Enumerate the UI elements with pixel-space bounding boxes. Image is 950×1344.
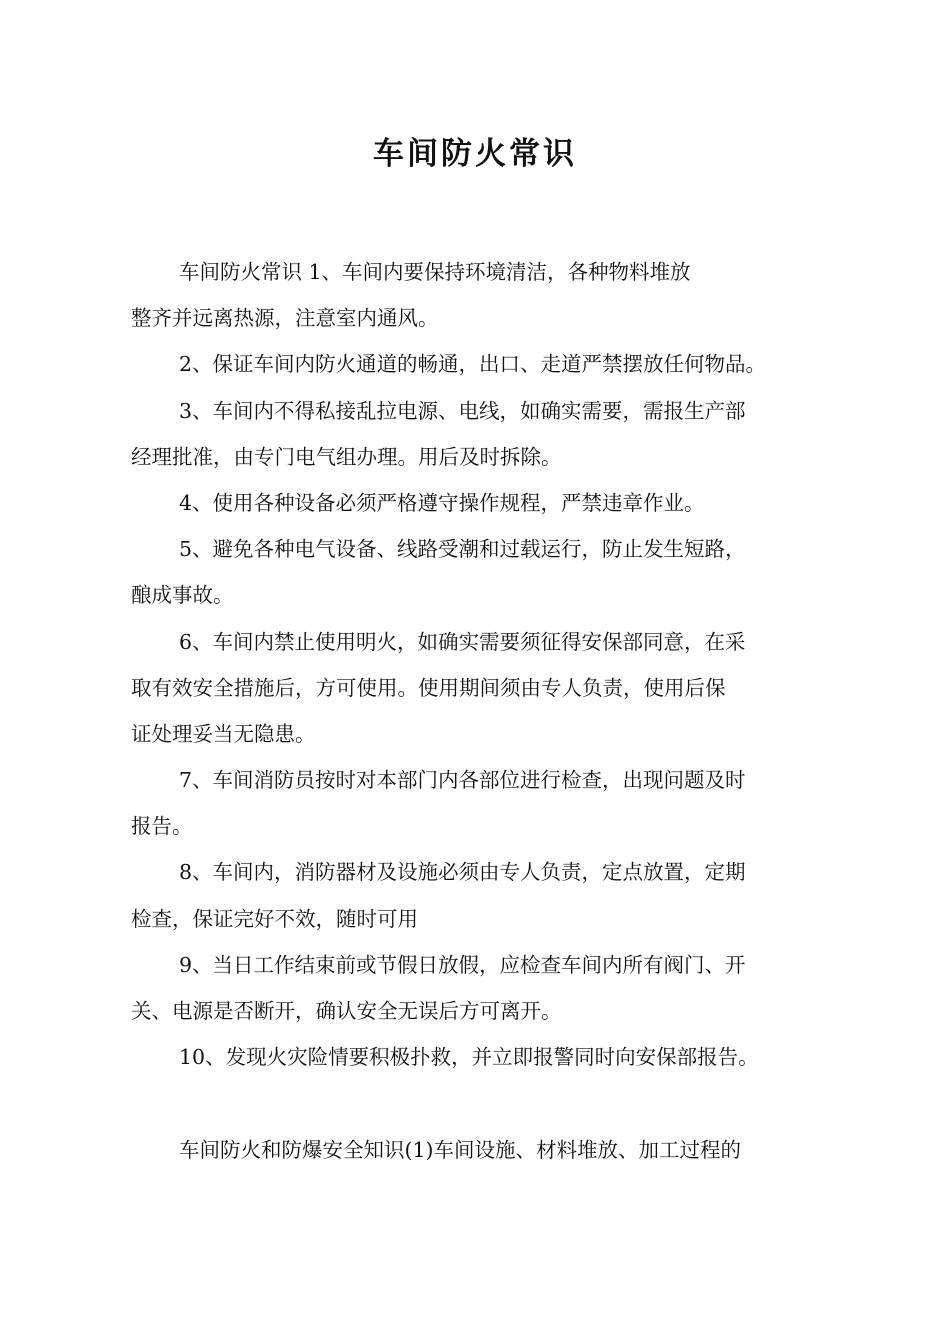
paragraph-line: 取有效安全措施后，方可使用。使用期间须由专人负责，使用后保 [131, 675, 726, 700]
paragraph-line: 证处理妥当无隐患。 [131, 721, 316, 746]
paragraph-line: 报告。 [131, 814, 193, 839]
paragraph-line: 8、车间内，消防器材及设施必须由专人负责，定点放置，定期 [179, 860, 746, 885]
paragraph-line: 4、使用各种设备必须严格遵守操作规程，严禁违章作业。 [179, 490, 705, 515]
paragraph-line: 车间防火和防爆安全知识(1)车间设施、材料堆放、加工过程的 [179, 1137, 742, 1162]
paragraph-line: 酿成事故。 [131, 583, 234, 608]
paragraph-line: 5、避免各种电气设备、线路受潮和过载运行，防止发生短路， [179, 537, 746, 562]
paragraph-line: 2、保证车间内防火通道的畅通，出口、走道严禁摆放任何物品。 [179, 352, 767, 377]
document-body [131, 252, 839, 1176]
paragraph-line: 7、车间消防员按时对本部门内各部位进行检查，出现问题及时 [179, 768, 746, 793]
paragraph-line: 检查，保证完好不效，随时可用 [131, 906, 418, 931]
paragraph-line: 经理批准，由专门电气组办理。用后及时拆除。 [131, 444, 562, 469]
paragraph-line: 9、当日工作结束前或节假日放假，应检查车间内所有阀门、开 [179, 952, 746, 977]
paragraph-line: 10、发现火灾险情要积极扑救，并立即报警同时向安保部报告。 [179, 1045, 759, 1070]
paragraph-spacer [131, 1083, 839, 1129]
paragraph-line: 3、车间内不得私接乱拉电源、电线，如确实需要，需报生产部 [179, 398, 746, 423]
paragraph-line: 关、电源是否断开，确认安全无误后方可离开。 [131, 999, 562, 1023]
page-title: 车间防火常识 [373, 136, 577, 172]
paragraph-line: 整齐并远离热源，注意室内通风。 [131, 306, 439, 331]
paragraph-line: 车间防火常识 1、车间内要保持环境清洁，各种物料堆放 [179, 260, 691, 284]
paragraph-line: 6、车间内禁止使用明火，如确实需要须征得安保部同意，在采 [179, 629, 746, 654]
